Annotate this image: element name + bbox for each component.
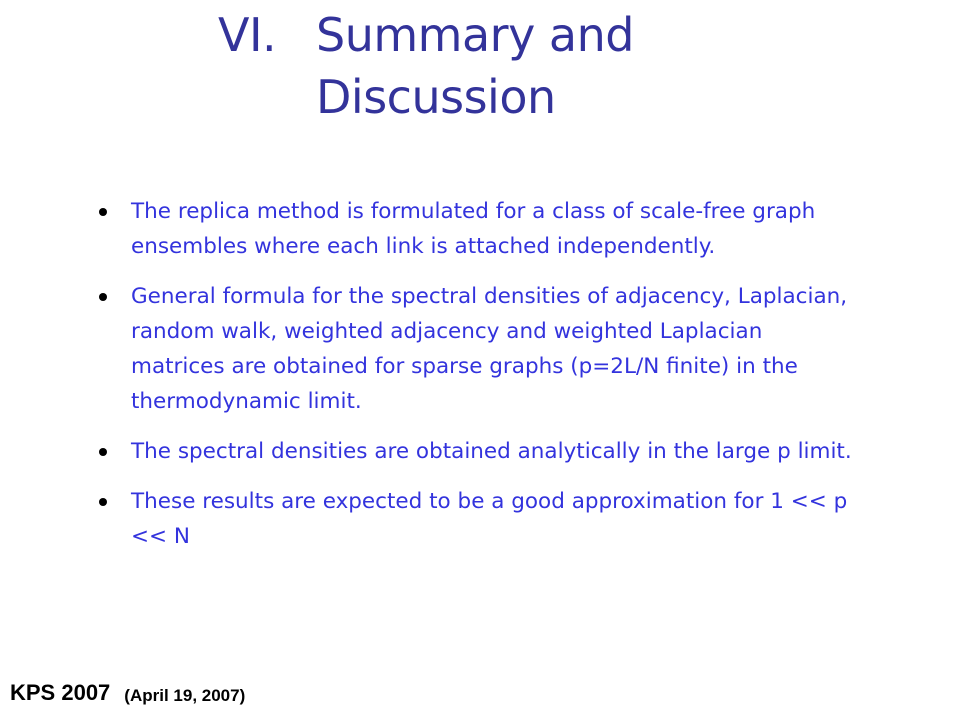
title-number: VI. <box>218 8 277 62</box>
bullet-item <box>96 279 856 419</box>
title-line-1: Summary and <box>316 8 634 62</box>
bullet-item <box>96 434 856 469</box>
bullet-dot-icon <box>99 293 107 301</box>
bullet-text: General formula for the spectral densities of adjacency, Laplacian, random walk, weighted adjacency and weighted Laplacian matrices are obtained for sparse graphs (p=2L/N finite) in the thermodynamic limit. <box>131 284 848 414</box>
conference-label: KPS 2007 <box>10 680 111 705</box>
bullet-list <box>96 194 856 569</box>
bullet-text: The spectral densities are obtained analytically in the large p limit. <box>131 439 852 464</box>
bullet-item <box>96 484 856 554</box>
bullet-text: These results are expected to be a good approximation for 1 << p << N <box>131 489 848 549</box>
bullet-dot-icon <box>99 498 107 506</box>
slide-title <box>218 4 738 128</box>
title-line-2: Discussion <box>316 70 556 124</box>
bullet-item <box>96 194 856 264</box>
bullet-dot-icon <box>99 448 107 456</box>
bullet-dot-icon <box>99 208 107 216</box>
slide-footer <box>10 680 245 706</box>
bullet-text: The replica method is formulated for a class of scale-free graph ensembles where each link is attached independently. <box>131 199 816 259</box>
conference-date: (April 19, 2007) <box>124 686 246 705</box>
